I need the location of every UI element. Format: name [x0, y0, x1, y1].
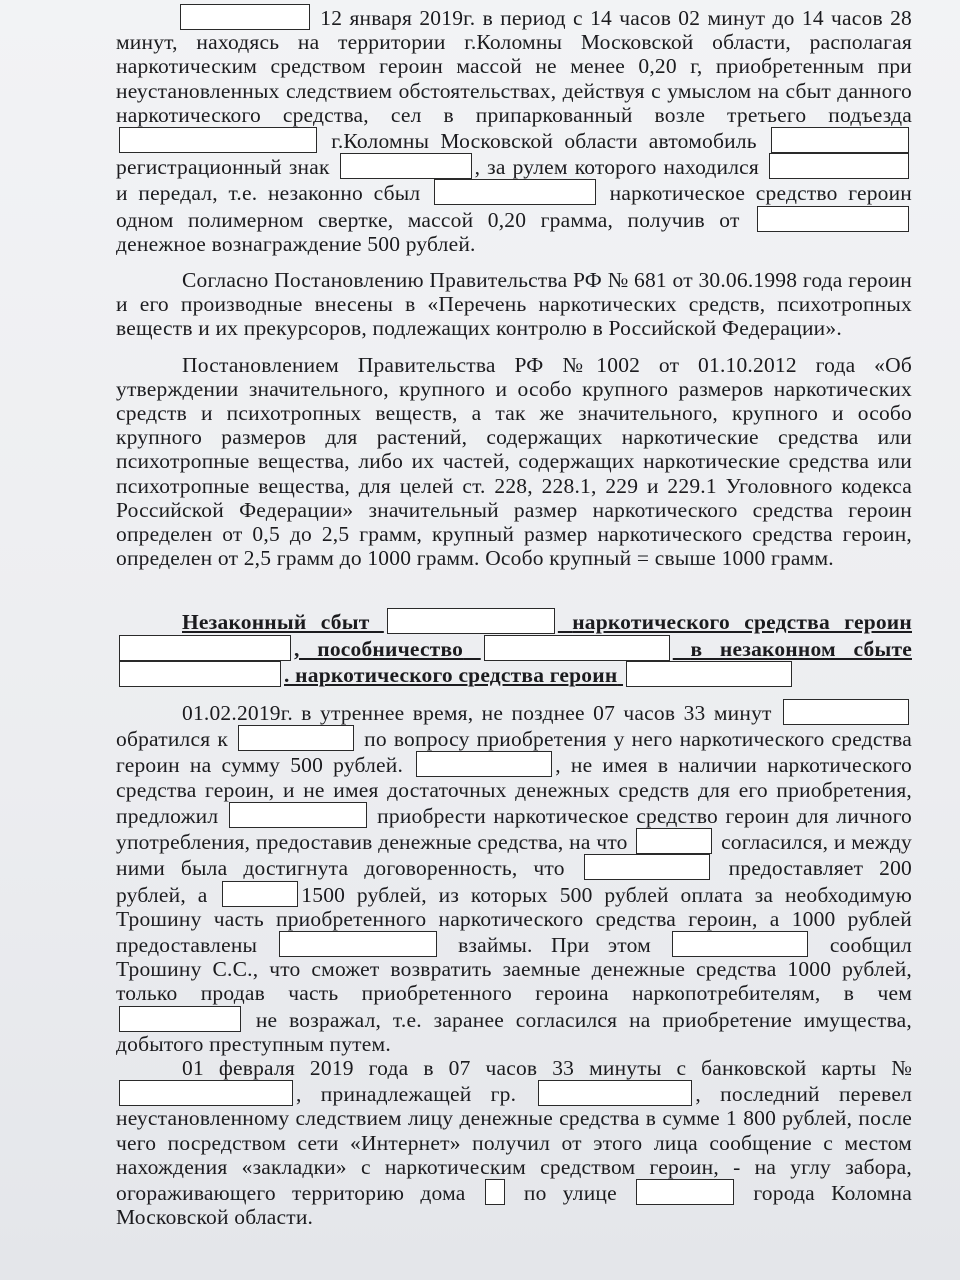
text-fragment: 1500 рублей, из которых 500 рублей оплата за необходимую Трошину часть приобретенного наркотического средства героин, а 1000 рублей предоставлены: [116, 882, 913, 957]
redaction-box: [771, 127, 909, 153]
text-fragment: 01.02.2019г. в утреннее время, не позднее 07 часов 33 минут: [182, 701, 772, 726]
redaction-box: [484, 635, 670, 661]
redaction-box: [538, 1080, 692, 1106]
redaction-box: [672, 931, 808, 957]
redaction-box: [626, 661, 792, 687]
paragraph-sale-february: [116, 699, 912, 1056]
text-fragment: , принадлежащей гр.: [296, 1082, 517, 1107]
text-fragment: по улице: [523, 1180, 617, 1205]
text-fragment: г.Коломны Московской области автомобиль: [331, 129, 757, 154]
text-fragment: денежное вознаграждение 500 рублей.: [116, 231, 476, 256]
redaction-box: [636, 828, 712, 854]
redaction-box: [636, 1179, 734, 1205]
text-fragment: обратился к: [116, 727, 228, 752]
heading-fragment: наркотического средства героин: [572, 610, 912, 635]
redaction-box: [757, 206, 909, 232]
redaction-box: [416, 751, 552, 777]
text-fragment: одном полимерном свертке, массой 0,20 грамма, получив от: [116, 207, 740, 232]
text-fragment: не возражал, т.е. заранее согласился на приобретение имущества, добытого преступным путем.: [116, 1007, 912, 1056]
paragraph-bank-transfer: [116, 1056, 912, 1229]
redaction-box: [119, 1080, 293, 1106]
heading-fragment: , пособничество: [294, 636, 464, 661]
heading-fragment: Незаконный сбыт: [182, 610, 370, 635]
redaction-box: [180, 4, 310, 30]
redaction-box: [485, 1179, 505, 1205]
redaction-box: [229, 802, 367, 828]
text-fragment: , за рулем которого находился: [474, 155, 760, 180]
redaction-box: [119, 635, 291, 661]
text-fragment: регистрационный знак: [116, 155, 330, 180]
text-fragment: 01 февраля 2019 года в 07 часов 33 минуты с банковской карты №: [182, 1055, 912, 1080]
text-fragment: по вопросу приобретения у него наркотического средства героин на сумму 500 рублей.: [116, 727, 912, 778]
redaction-box: [769, 153, 909, 179]
text-fragment: , последний перевел неустановленному следствием лицу денежные средства в сумме 1 800 рублей, после чего посредством сети «Интернет» получил от этого лица сообщение с местом нахождения «закладки» с наркотическим средством героин, - на углу забора, огораживающего территорию дома: [116, 1082, 913, 1205]
document-text: [116, 4, 912, 1229]
redaction-box: [238, 725, 354, 751]
text-fragment: приобрести наркотическое средство героин для личного употребления, предоставив денежные средства, на что: [116, 803, 912, 855]
redaction-box: [387, 608, 555, 634]
redaction-box: [783, 699, 909, 725]
redaction-box: [222, 881, 298, 907]
redaction-box: [279, 931, 437, 957]
text-fragment: , не имея в наличии наркотического средства героин, и не имея достаточных денежных средств для его приобретения, предложил: [116, 753, 913, 828]
redaction-box: [584, 854, 710, 880]
text-fragment: предоставляет 200 рублей, а: [116, 856, 913, 907]
redaction-box: [119, 127, 317, 153]
paragraph-resolution-1002: Постановлением Правительства РФ №1002 от 01.10.2012 года «Об утверждении значительного, крупного и особо крупного размеров наркотических средств и психотропных веществ, а так же значительного, крупного и особо крупного размеров для растений, содержащих наркотические средства или психотропные вещества, либо их частей, содержащих наркотические средства или психотропные вещества, для целей ст. 228, 228.1, 229 и 229.1 Уголовного кодекса Российской Федерации» значительный размер наркотического средства героин определен от 0,5 до 2,5 грамм, крупный размер наркотического средства героин, определен от 2,5 грамм до 1000 грамм. Особо крупный = свыше 1000 грамм.: [116, 352, 912, 571]
text-fragment: 12 января 2019г. в период с 14 часов 02 минут до 14 часов 28 минут, находясь на территории г.Коломны Московской области, располагая наркотическим средством героин массой не менее 0,20 г, приобретенным при неустановленных следствием обстоятельствах, действуя с умыслом на сбыт данного наркотического средства, сел в припаркованный возле третьего подъезда: [116, 6, 912, 127]
text-fragment: города Коломна Московской области.: [116, 1180, 912, 1230]
redaction-box: [434, 179, 596, 205]
paragraph-sale-january: [116, 4, 912, 256]
heading-fragment: . наркотического средства героин: [284, 662, 618, 687]
redaction-box: [119, 1006, 241, 1032]
text-fragment: сообщил Трошину С.С., что сможет возвратить заемные денежные средства 1000 рублей, только продав часть приобретенного героина наркопотребителям, в чем: [116, 932, 912, 1006]
heading-fragment: в незаконном сбыте: [690, 636, 912, 661]
redaction-box: [340, 153, 472, 179]
paragraph-resolution-681: Согласно Постановлению Правительства РФ № 681 от 30.06.1998 года героин и его производные внесены в «Перечень наркотических средств, психотропных веществ и их прекурсоров, подлежащих контролю в Российской Федерации».: [116, 268, 912, 341]
text-fragment: согласился, и между ними была достигнута договоренность, что: [116, 830, 912, 881]
redaction-box: [119, 661, 281, 687]
text-fragment: взаймы. При этом: [458, 932, 651, 957]
text-fragment: наркотическое средство героин: [609, 181, 913, 206]
section-heading: [116, 608, 912, 687]
text-fragment: и передал, т.е. незаконно сбыл: [116, 181, 421, 206]
